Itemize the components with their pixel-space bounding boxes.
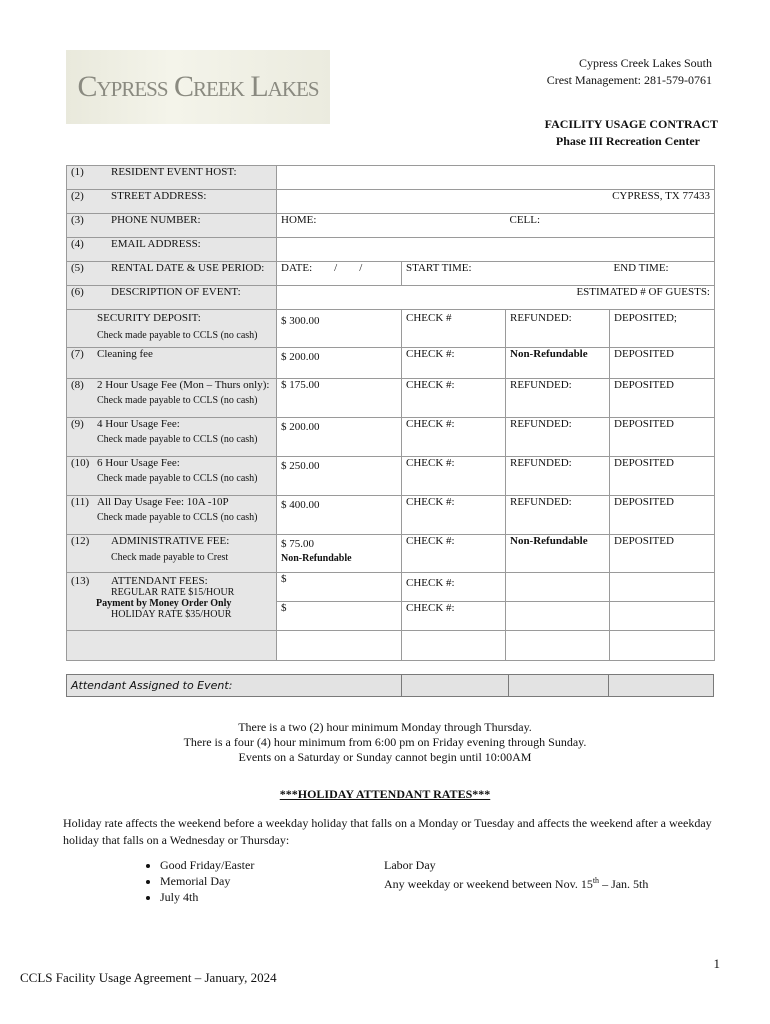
contract-subtitle: Phase III Recreation Center [555,134,700,148]
holiday-rate-paragraph: Holiday rate affects the weekend before a weekday holiday that falls on a Monday or Tuesday and affects the weekend after a weekday holiday that falls on a Wednesday or Thursday: [63,816,712,847]
label-rental-date: RENTAL DATE & USE PERIOD: [111,262,265,274]
row-admin-fee: (12) ADMINISTRATIVE FEE: Check made payable to Crest $ 75.00 Non-Refundable CHECK #: Non-Refundable DEPOSITED [67,535,715,573]
field-email[interactable] [277,238,715,262]
row-4hr-fee: (9) 4 Hour Usage Fee: Check made payable to CCLS (no cash) $ 200.00 CHECK #: REFUNDED: DEPOSITED [67,418,715,457]
deposited-allday-fee[interactable]: DEPOSITED [610,496,715,535]
note-weekend-minimum: There is a four (4) hour minimum from 6:00 pm on Friday evening through Sunday. [183,735,587,749]
estimated-guests-label: ESTIMATED # OF GUESTS: [576,286,710,298]
minimum-notes [0,720,770,765]
field-start-time[interactable]: START TIME: [402,262,610,286]
refund-6hr-fee[interactable]: REFUNDED: [506,457,610,496]
check-attendant-regular[interactable]: CHECK #: [402,573,506,602]
row-2hr-fee: (8) 2 Hour Usage Fee (Mon – Thurs only): Check made payable to CCLS (no cash) $ 175.00 CHECK #: REFUNDED: DEPOSITED [67,379,715,418]
deposited-2hr-fee[interactable]: DEPOSITED [610,379,715,418]
deposited-cleaning-fee[interactable]: DEPOSITED [610,348,715,379]
refund-security-deposit[interactable]: REFUNDED: [506,310,610,348]
holiday-item: • July 4th [160,889,254,905]
field-event-host[interactable] [277,166,715,190]
check-attendant-holiday[interactable]: CHECK #: [402,602,506,631]
deposited-security-deposit[interactable]: DEPOSITED; [610,310,715,348]
row-cleaning-fee: (7) Cleaning fee $ 200.00 CHECK #: Non-Refundable DEPOSITED [67,348,715,379]
row-allday-fee: (11) All Day Usage Fee: 10A -10P Check made payable to CCLS (no cash) $ 400.00 CHECK #: REFUNDED: DEPOSITED [67,496,715,535]
note-weekday-minimum: There is a two (2) hour minimum Monday through Thursday. [238,720,532,734]
row-email: (4) EMAIL ADDRESS: [67,238,715,262]
field-cell-phone[interactable]: CELL: [506,214,715,238]
holiday-labor-day: Labor Day [384,858,436,872]
row-phone: (3) PHONE NUMBER: HOME: CELL: [67,214,715,238]
holiday-item: • Memorial Day [160,873,254,889]
contract-form-table [66,165,715,661]
row-blank [67,631,715,661]
field-home-phone[interactable]: HOME: [277,214,506,238]
deposited-admin-fee[interactable]: DEPOSITED [610,535,715,573]
refund-4hr-fee[interactable]: REFUNDED: [506,418,610,457]
amount-6hr-fee: $ 250.00 [277,457,402,496]
label-phone: PHONE NUMBER: [111,214,201,226]
row-event-host: (1) RESIDENT EVENT HOST: [67,166,715,190]
logo [66,50,330,124]
note-weekend-start: Events on a Saturday or Sunday cannot begin until 10:00AM [238,750,532,764]
label-email: EMAIL ADDRESS: [111,238,201,250]
field-end-time[interactable]: END TIME: [610,262,715,286]
label-attendant-fees: ATTENDANT FEES: [111,575,208,587]
label-street-address: STREET ADDRESS: [111,190,207,202]
org-name: Cypress Creek Lakes South [579,56,712,70]
deposited-6hr-fee[interactable]: DEPOSITED [610,457,715,496]
amount-attendant-regular[interactable]: $ [277,573,402,602]
row-description: (6) DESCRIPTION OF EVENT: ESTIMATED # OF GUESTS: [67,286,715,310]
row-security-deposit: SECURITY DEPOSIT: Check made payable to CCLS (no cash) $ 300.00 CHECK # REFUNDED: DEPOSITED; [67,310,715,348]
amount-4hr-fee: $ 200.00 [277,418,402,457]
refund-cleaning-fee: Non-Refundable [506,348,610,379]
holiday-rates-title: ***HOLIDAY ATTENDANT RATES*** [279,787,491,801]
amount-attendant-holiday[interactable]: $ [277,602,402,631]
label-event-host: RESIDENT EVENT HOST: [111,166,237,178]
attendant-field-3[interactable] [609,675,714,697]
label-admin-fee: ADMINISTRATIVE FEE: [111,535,230,547]
amount-cleaning-fee: $ 200.00 [277,348,402,379]
row-street-address: (2) STREET ADDRESS: CYPRESS, TX 77433 [67,190,715,214]
page-number: 1 [713,956,720,971]
field-date[interactable]: DATE: / / [277,262,402,286]
attendant-field-1[interactable] [402,675,509,697]
check-4hr-fee[interactable]: CHECK #: [402,418,506,457]
check-6hr-fee[interactable]: CHECK #: [402,457,506,496]
label-security-deposit: SECURITY DEPOSIT: [97,312,201,324]
amount-security-deposit: $ 300.00 [277,310,402,348]
refund-allday-fee[interactable]: REFUNDED: [506,496,610,535]
check-2hr-fee[interactable]: CHECK #: [402,379,506,418]
refund-2hr-fee[interactable]: REFUNDED: [506,379,610,418]
amount-2hr-fee: $ 175.00 [277,379,402,418]
refund-admin-fee: Non-Refundable [506,535,610,573]
footer-text: CCLS Facility Usage Agreement – January, 2024 [20,970,277,985]
check-admin-fee[interactable]: CHECK #: [402,535,506,573]
holiday-item: • Good Friday/Easter [160,857,254,873]
row-attendant-regular: (13) ATTENDANT FEES: REGULAR RATE $15/HOUR Payment by Money Order Only HOLIDAY RATE $35/HOUR $ CHECK #: [67,573,715,602]
amount-allday-fee: $ 400.00 [277,496,402,535]
holiday-list-left [142,857,254,905]
row-6hr-fee: (10) 6 Hour Usage Fee: Check made payable to CCLS (no cash) $ 250.00 CHECK #: REFUNDED: DEPOSITED [67,457,715,496]
attendant-assigned-table [66,674,714,697]
label-6hr-fee: 6 Hour Usage Fee: [97,457,180,469]
field-description[interactable] [277,286,715,310]
label-allday-fee: All Day Usage Fee: 10A -10P [97,496,229,508]
logo-text: Cypress Creek Lakes [77,70,319,103]
attendant-field-2[interactable] [509,675,609,697]
check-allday-fee[interactable]: CHECK #: [402,496,506,535]
label-4hr-fee: 4 Hour Usage Fee: [97,418,180,430]
management-phone: Crest Management: 281-579-0761 [546,73,712,87]
amount-admin-fee: $ 75.00 Non-Refundable [277,535,402,573]
city-zip: CYPRESS, TX 77433 [612,190,710,202]
check-security-deposit[interactable]: CHECK # [402,310,506,348]
label-cleaning-fee: Cleaning fee [97,348,153,360]
row-rental-date: (5) RENTAL DATE & USE PERIOD: DATE: / / START TIME: END TIME: [67,262,715,286]
field-street-address[interactable] [277,190,715,214]
attendant-assigned-label: Attendant Assigned to Event: [67,675,402,697]
check-cleaning-fee[interactable]: CHECK #: [402,348,506,379]
holiday-list-right [384,857,648,892]
holiday-range: Any weekday or weekend between Nov. 15th – Jan. 5th [384,876,649,891]
deposited-4hr-fee[interactable]: DEPOSITED [610,418,715,457]
label-description: DESCRIPTION OF EVENT: [111,286,241,298]
contract-title: FACILITY USAGE CONTRACT [544,117,718,131]
label-2hr-fee: 2 Hour Usage Fee (Mon – Thurs only): [97,379,270,391]
